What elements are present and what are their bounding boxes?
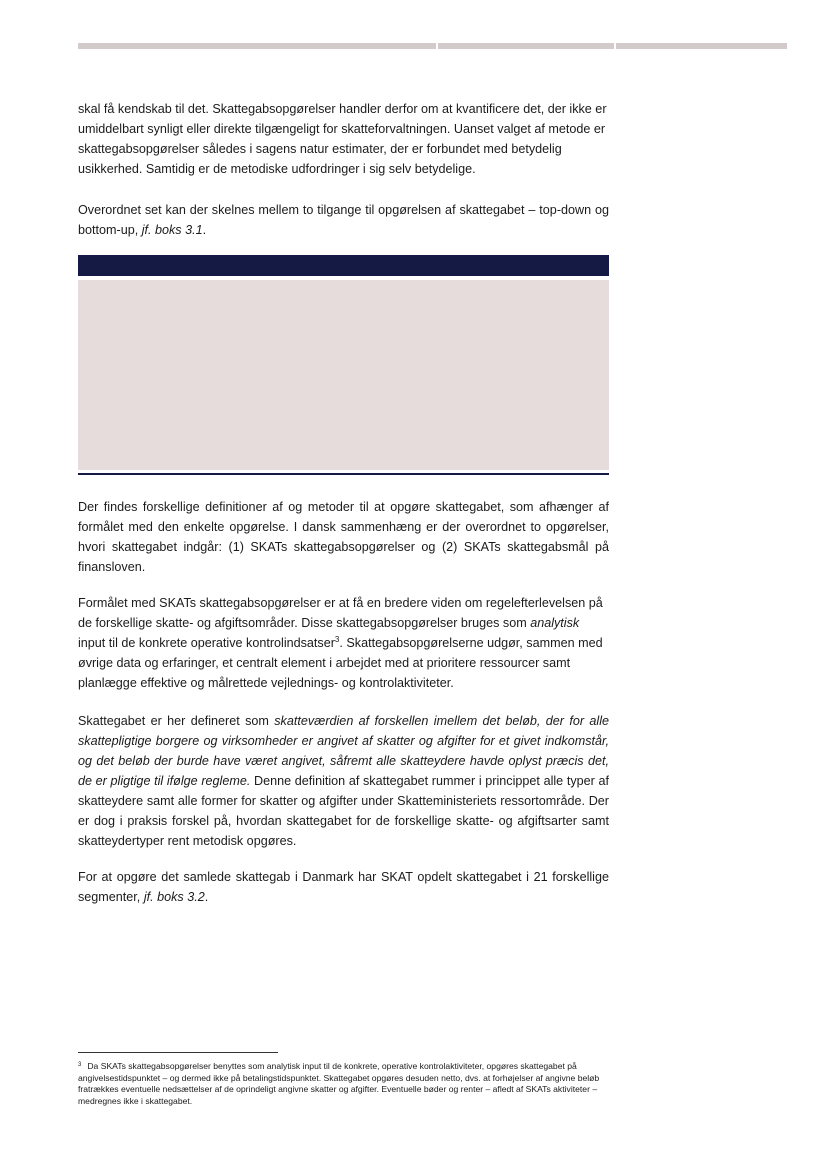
paragraph-4-text-b: input til de konkrete operative kontrolindsatser: [78, 636, 335, 650]
paragraph-5-text: Skattegabet er her defineret som: [78, 714, 275, 728]
footnote-separator: [78, 1052, 278, 1053]
paragraph-5-definition: skatteværdien af forskellen imellem det beløb, der for alle skattepligtige borgere og virksomheder er angivet af skatter og afgifter for et givet indkomstår, og det beløb der burde have været angivet, såfremt alle skatteydere havde oplyst præcis det, de er pligtige til ifølge regleme.: [78, 714, 609, 788]
paragraph-2-end: .: [202, 223, 207, 237]
paragraph-1-text: skal få kendskab til det. Skattegabsopgørelser handler derfor om at kvantificere det, der ikke er umiddelbart synligt eller direkte tilgængeligt for skatteforvaltningen. Uanset valget af metode er skattegabsopgørelser således i sagens natur estimater, der er forbundet med betydelig usikkerhed. Samtidig er de metodiske udfordringer i sig selv betydelige.: [78, 102, 607, 176]
paragraph-4-text-c: . Skattegabsopgørelserne udgør, sammen med øvrige data og erfaringer, et centralt element i arbejdet med at prioritere ressourcer samt planlægge effektive og målrettede vejlednings- og kontrolaktiviteter.: [78, 636, 603, 690]
header-bar-divider: [614, 43, 616, 49]
header-bar-divider: [436, 43, 438, 49]
paragraph-6-end: .: [204, 890, 209, 904]
paragraph-1: [78, 99, 609, 179]
paragraph-3-text: Der findes forskellige definitioner af og metoder til at opgøre skattegabet, som afhænger af formålet med den enkelte opgørelse. I dansk sammenhæng er der overordnet to opgørelser, hvori skattegabet indgår: (1) SKATs skattegabsopgørelser og (2) SKATs skattegabsmål på finansloven.: [78, 500, 609, 574]
paragraph-3: [78, 497, 609, 577]
paragraph-6: [78, 867, 609, 907]
footnote-3: [78, 1061, 613, 1107]
page-header-bar: [78, 43, 787, 49]
footnote-ref-3[interactable]: 3: [334, 635, 340, 644]
footnote-text: Da SKATs skattegabsopgørelser benyttes som analytisk input til de konkrete, operative kontrolaktiviteter, opgøres skattegabet på angivelsestidspunktet – og dermed ikke på betalingstidspunktet. Skattegabet opgøres desuden netto, dvs. at forhøjelser af angivne beløb fratrækkes eventuelle nedsættelser af de oprindeligt angivne skatter og afgifter. Eventuelle bøder og renter – afledt af SKATs aktiviteter – medregnes ikke i skattegabet.: [78, 1061, 600, 1106]
box-bottom-rule: [78, 473, 609, 475]
paragraph-6-text: For at opgøre det samlede skattegab i Danmark har SKAT opdelt skattegabet i 21 forskellige segmenter,: [78, 870, 609, 904]
paragraph-4: [78, 593, 609, 693]
paragraph-2-text: Overordnet set kan der skelnes mellem to tilgange til opgørelsen af skattegabet – top-down og bottom-up,: [78, 203, 609, 237]
box-header: [78, 255, 609, 276]
box-3-1: [78, 255, 609, 475]
paragraph-5: [78, 711, 609, 851]
paragraph-4-text: Formålet med SKATs skattegabsopgørelser er at få en bredere viden om regelefterlevelsen på de forskellige skatte- og afgiftsområder. Disse skattegabsopgørelser bruges som: [78, 596, 603, 630]
paragraph-2: [78, 200, 609, 240]
paragraph-5-text-b: Denne definition af skattegabet rummer i princippet alle typer af skatteydere samt alle former for skatter og afgifter under Skatteministeriets ressortområde. Der er dog i praksis forskel på, hvordan skattegabet for de forskellige skatte- og afgiftsarter samt skatteydertyper rent metodisk opgøres.: [78, 774, 609, 848]
box-reference-3-1[interactable]: jf. boks 3.1: [141, 223, 203, 237]
box-body: [78, 280, 609, 470]
box-reference-3-2[interactable]: jf. boks 3.2: [143, 890, 205, 904]
paragraph-4-emphasis: analytisk: [530, 616, 580, 630]
footnote-number: 3: [78, 1062, 82, 1068]
